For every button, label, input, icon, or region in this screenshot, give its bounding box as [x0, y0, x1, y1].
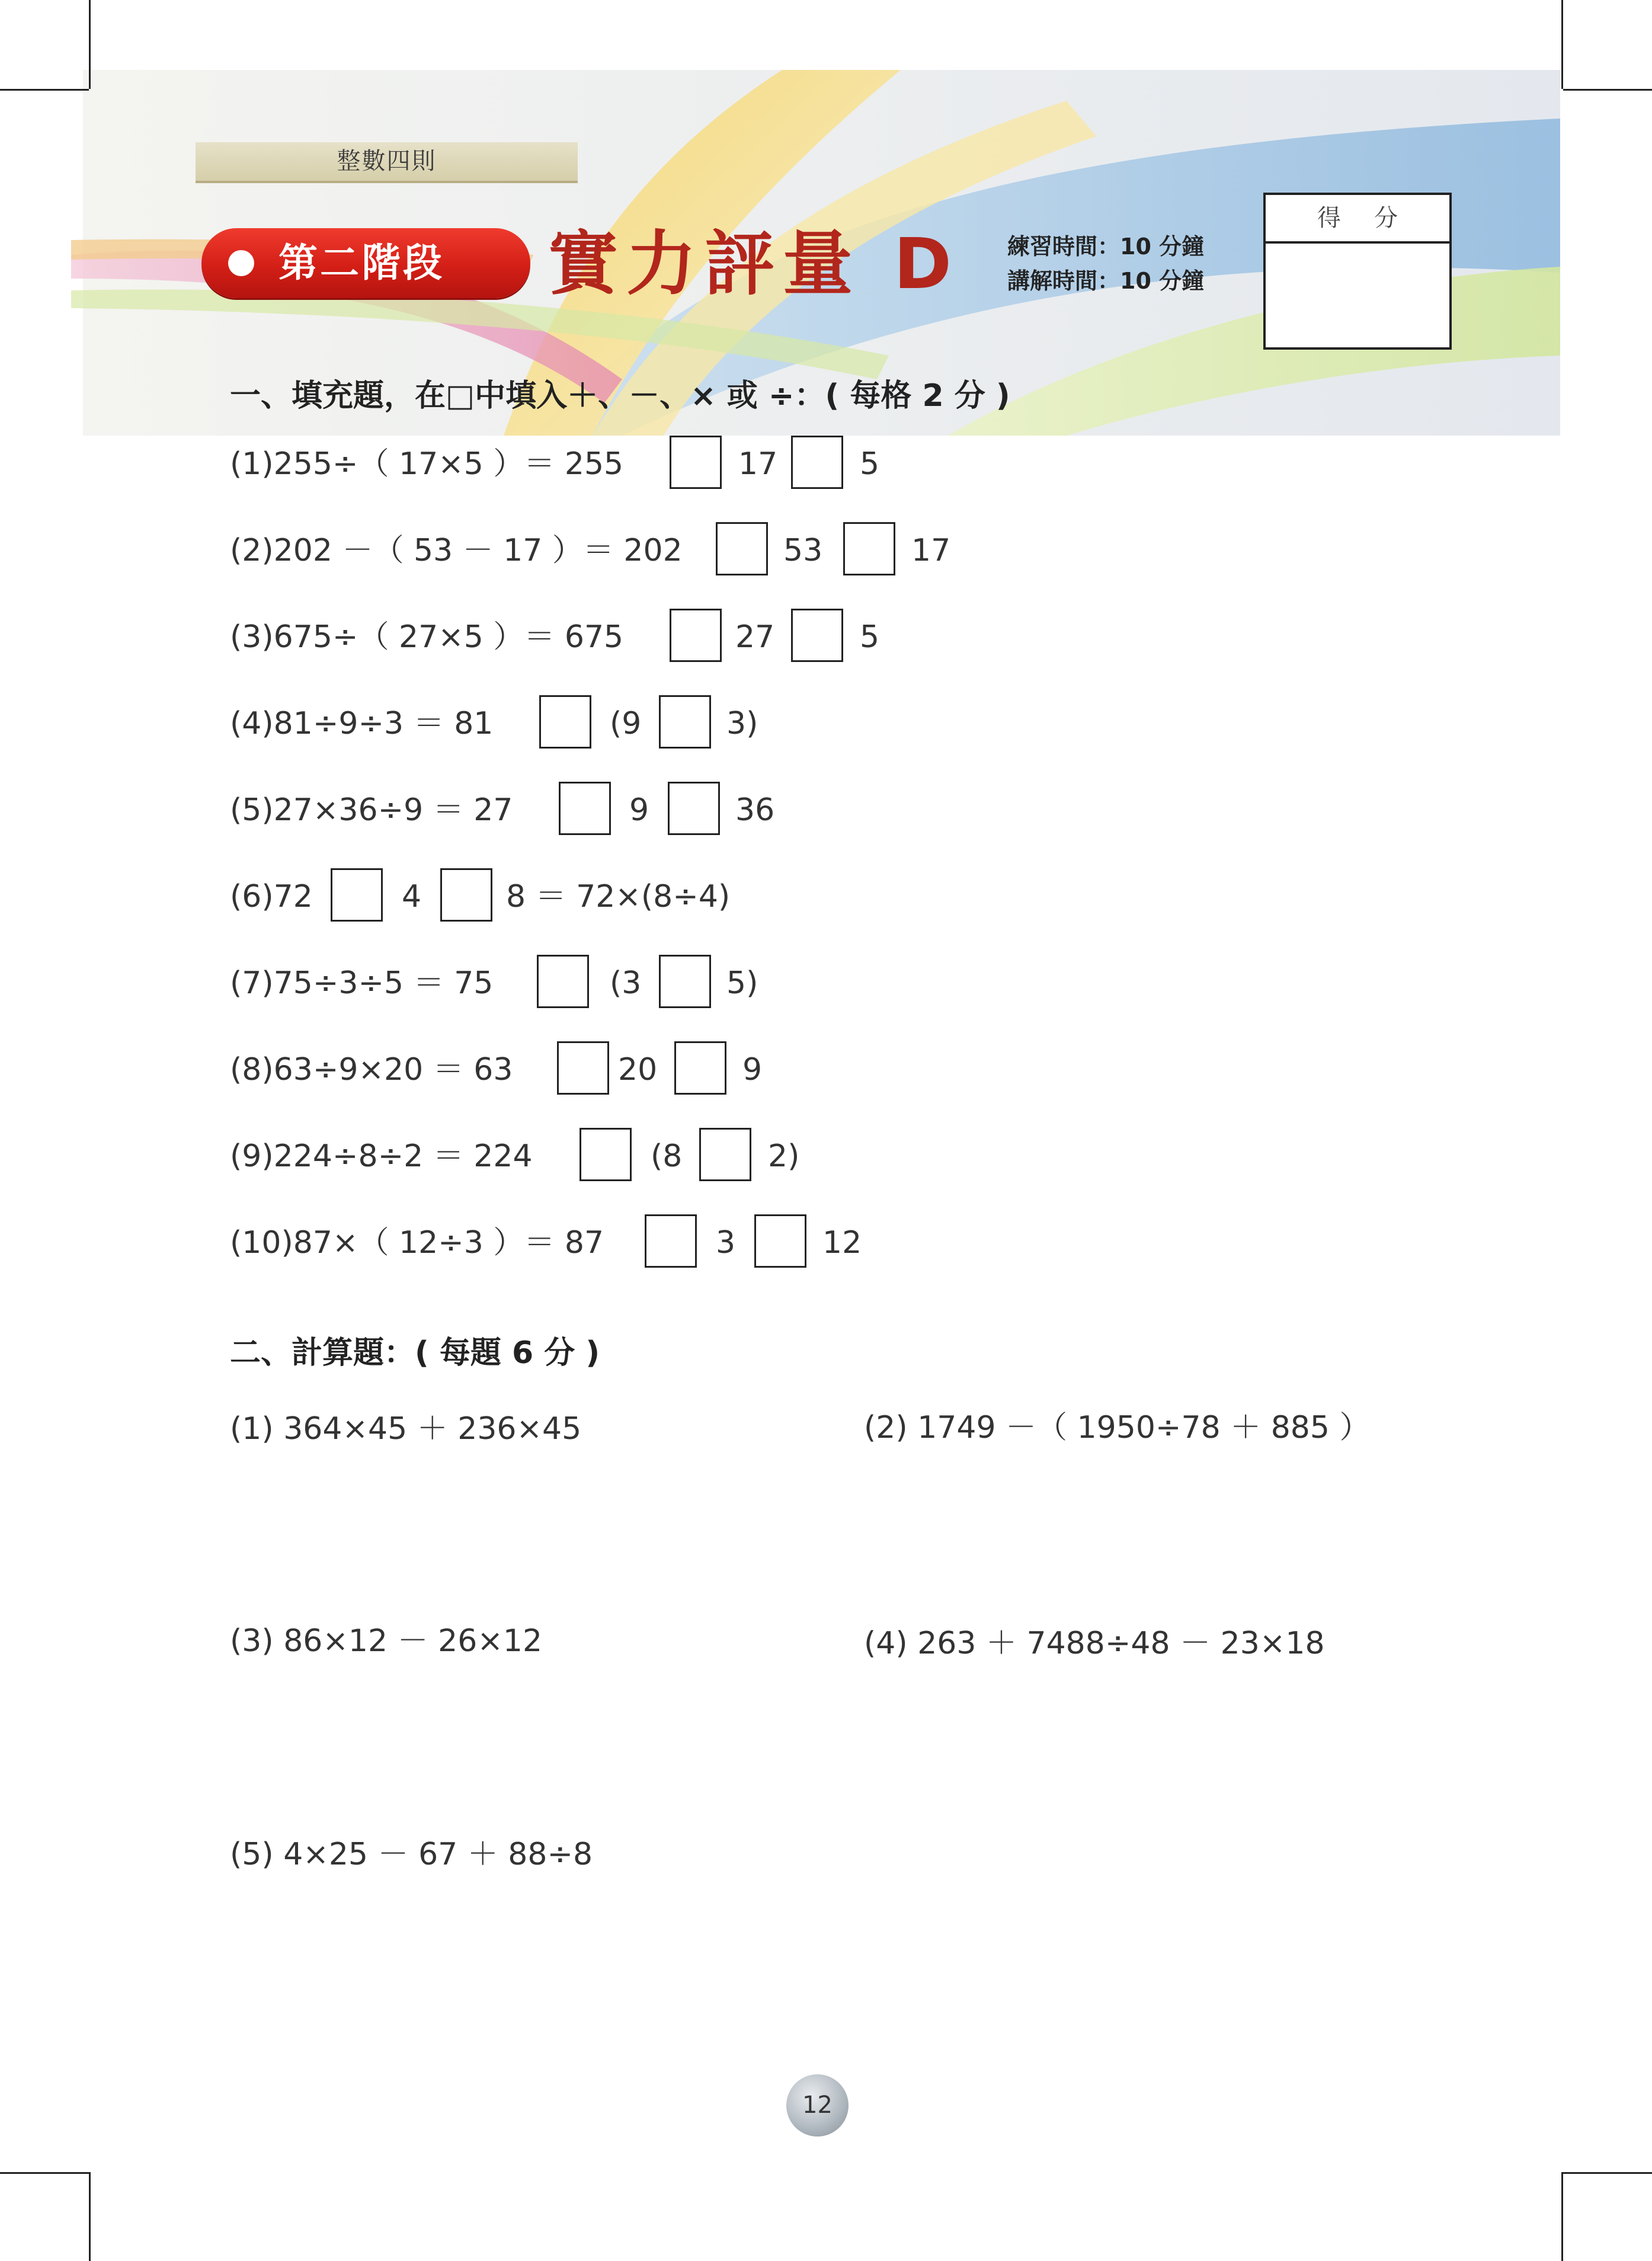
question-text: 5) — [726, 965, 758, 1001]
question-text: (8 — [651, 1139, 683, 1174]
question-row — [230, 1128, 1415, 1185]
answer-box[interactable] — [670, 609, 722, 662]
question-row — [230, 868, 1415, 925]
question-text: (5)27×36÷9 ＝ 27 — [230, 792, 513, 828]
answer-box[interactable] — [699, 1128, 751, 1181]
calc-problem: (2) 1749 －（ 1950÷78 ＋ 885 ） — [864, 1410, 1371, 1445]
question-row — [230, 609, 1415, 666]
question-text: (3 — [610, 965, 642, 1001]
page-title: 實力評量 D — [548, 223, 961, 305]
crop-mark — [0, 2172, 89, 2174]
section-2-title: 二、計算題：( 每題 6 分 ) — [230, 1335, 600, 1371]
crop-mark — [89, 2172, 91, 2261]
practice-time: 練習時間：10 分鐘 — [1007, 234, 1205, 260]
crop-mark — [1561, 2172, 1563, 2261]
explain-time: 講解時間：10 分鐘 — [1007, 268, 1205, 294]
question-text: 4 — [402, 879, 422, 914]
question-row — [230, 1041, 1415, 1098]
answer-box[interactable] — [659, 955, 711, 1008]
question-text: 12 — [822, 1225, 862, 1261]
answer-box[interactable] — [645, 1214, 697, 1268]
answer-box[interactable] — [557, 1041, 609, 1095]
question-text: 36 — [735, 792, 775, 828]
answer-box[interactable] — [843, 522, 895, 575]
question-row — [230, 955, 1415, 1012]
question-row — [230, 1214, 1415, 1271]
question-text: 5 — [860, 446, 880, 482]
topic-tab: 整數四則 — [196, 142, 578, 183]
question-text: 17 — [738, 446, 778, 482]
question-text: 3 — [716, 1225, 736, 1261]
score-label: 得分 — [1266, 195, 1449, 244]
answer-box[interactable] — [674, 1041, 726, 1095]
stage-badge — [201, 228, 530, 298]
question-text: 27 — [735, 619, 775, 655]
answer-box[interactable] — [716, 522, 768, 575]
page-number: 12 — [786, 2074, 849, 2137]
question-text: 3) — [726, 706, 758, 741]
question-text: 5 — [860, 619, 880, 655]
calc-problem: (4) 263 ＋ 7488÷48 － 23×18 — [864, 1626, 1325, 1661]
answer-box[interactable] — [670, 436, 722, 489]
answer-box[interactable] — [580, 1128, 632, 1181]
question-text: (2)202 －（ 53 － 17 ）＝ 202 — [230, 533, 683, 568]
question-row — [230, 782, 1415, 839]
answer-box[interactable] — [440, 868, 492, 922]
answer-box[interactable] — [331, 868, 383, 922]
answer-box[interactable] — [668, 782, 720, 835]
crop-mark — [1563, 2172, 1652, 2174]
question-text: (3)675÷（ 27×5 ）＝ 675 — [230, 619, 624, 655]
crop-mark — [89, 0, 91, 89]
answer-box[interactable] — [537, 955, 589, 1008]
score-box — [1263, 193, 1452, 350]
question-row — [230, 436, 1415, 493]
question-text: 9 — [629, 792, 649, 828]
calc-problem: (5) 4×25 － 67 ＋ 88÷8 — [230, 1837, 593, 1872]
calc-problem: (1) 364×45 ＋ 236×45 — [230, 1411, 582, 1447]
question-text: 8 ＝ 72×(8÷4) — [506, 879, 731, 914]
question-text: (9)224÷8÷2 ＝ 224 — [230, 1139, 533, 1174]
answer-box[interactable] — [754, 1214, 806, 1268]
question-text: (9 — [610, 706, 642, 741]
question-text: (8)63÷9×20 ＝ 63 — [230, 1052, 513, 1088]
crop-mark — [0, 89, 89, 91]
question-text: 2) — [768, 1139, 800, 1174]
calc-problem: (3) 86×12 － 26×12 — [230, 1623, 543, 1659]
question-text: (10)87×（ 12÷3 ）＝ 87 — [230, 1225, 604, 1261]
question-text: (6)72 — [230, 879, 313, 914]
question-text: 53 — [783, 533, 823, 568]
question-text: (7)75÷3÷5 ＝ 75 — [230, 965, 494, 1001]
stage-label: 第二階段 — [278, 240, 444, 286]
bullet-dot-icon — [228, 250, 254, 276]
question-text: 9 — [742, 1052, 763, 1088]
question-text: (1)255÷（ 17×5 ）＝ 255 — [230, 446, 624, 482]
answer-box[interactable] — [791, 609, 843, 662]
answer-box[interactable] — [791, 436, 843, 489]
question-row — [230, 522, 1415, 579]
answer-box[interactable] — [659, 695, 711, 749]
crop-mark — [1563, 89, 1652, 91]
section-1-title: 一、填充題，在□中填入＋、－、× 或 ÷：( 每格 2 分 ) — [230, 378, 1010, 414]
answer-box[interactable] — [559, 782, 611, 835]
crop-mark — [1561, 0, 1563, 89]
answer-box[interactable] — [539, 695, 591, 749]
question-text: 20 — [618, 1052, 658, 1088]
question-text: 17 — [911, 533, 951, 568]
question-row — [230, 695, 1415, 752]
question-text: (4)81÷9÷3 ＝ 81 — [230, 706, 494, 741]
